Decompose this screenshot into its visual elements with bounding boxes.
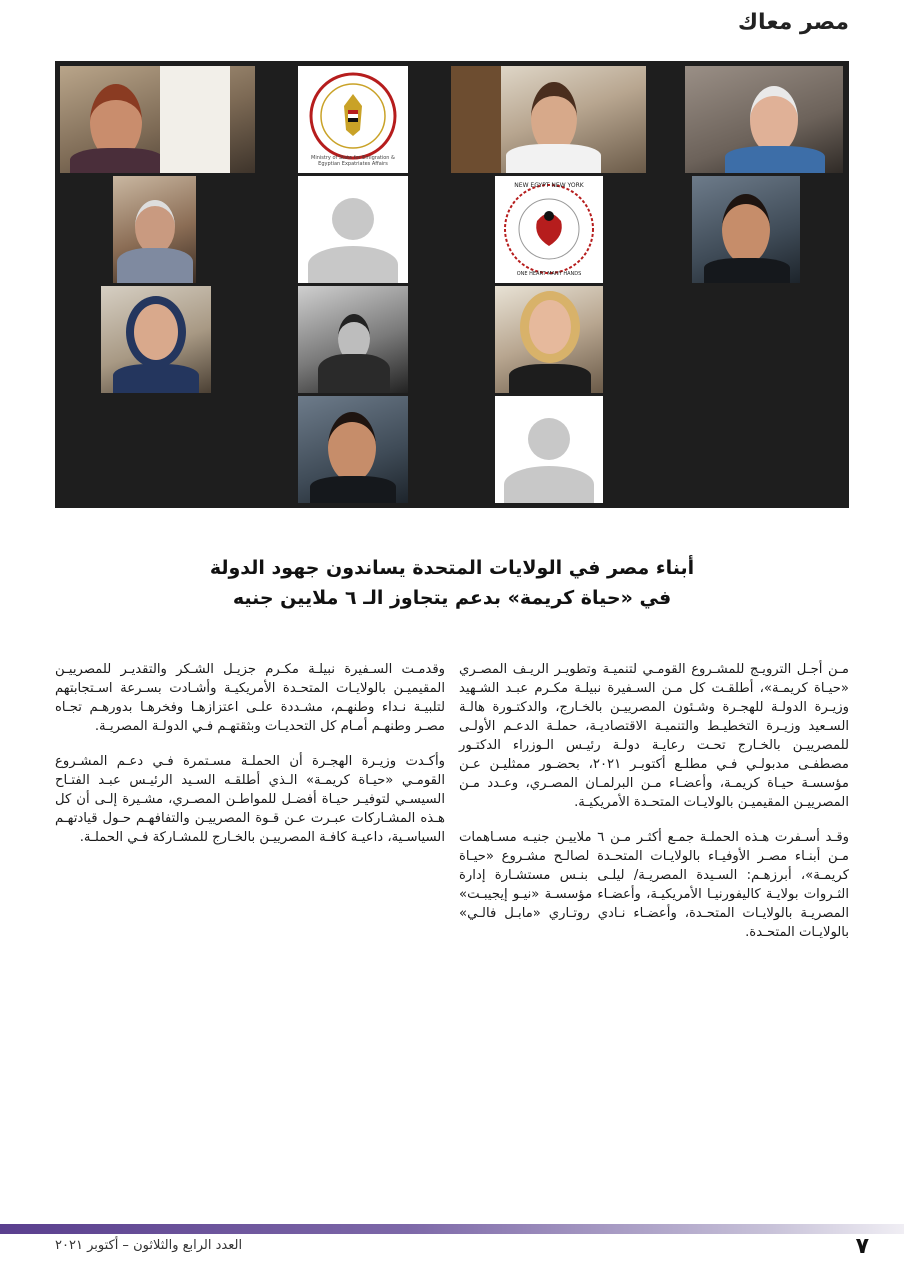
article-column-right (459, 660, 849, 958)
ministry-logo-tile (298, 66, 408, 173)
participant-placeholder (298, 176, 408, 283)
participant-tile (113, 176, 196, 283)
video-call-collage (55, 61, 849, 508)
participant-tile (101, 286, 211, 393)
participant-tile (495, 286, 603, 393)
paragraph: وأكـدت وزيـرة الهجـرة أن الحملـة مسـتمرة فـي دعـم المشـروع القومـي «حيـاة كريمـة» الـذي أطلقـه السـيد الرئيـس عبـد الفتـاح السيسـي لتوفيـر حيـاة أفضـل للمواطـن المصـري، مشـيرة إلـى أن كل هـذه المشـاركات عبـرت عـن قـوة المصرييـن والتفافهـم حـول قيادتهـم السياسـية، داعيـة كافـة المصرييـن بالخـارج للمشـاركة فـي الحملـة. (55, 754, 445, 845)
issue-label: العدد الرابع والثلاثون – أكتوبر ٢٠٢١ (55, 1238, 243, 1253)
participant-tile (692, 176, 800, 283)
participant-tile (298, 286, 408, 393)
section-title: مصر معاك (737, 10, 849, 35)
headline-line-1: أبناء مصر في الولايات المتحدة يساندون جهود الدولة (209, 557, 695, 579)
article-column-left (55, 660, 445, 863)
footer-divider (0, 1224, 904, 1234)
paragraph: وقـد أسـفرت هـذه الحملـة جمـع أكثـر مـن ٦ ملاييـن جنيـه مسـاهمات مـن أبنـاء مصـر الأوفيـاء بالولايـات المتحـدة لصالـح مشـروع «حيـاة كريمـة»، أبرزهـم: السـيدة المصريـة/ ليلـى بنـس مستشـارة إدارة الثـروات بولايـة كاليفورنيـا الأمريكيـة، وأعضـاء مؤسسـة «نيـو إيجيبـت» المصريـة بالولايـات المتحـدة، وأعضـاء نـادي روتـاري «مابـل فالـي» بالولايـات المتحـدة. (459, 830, 849, 940)
headline-line-2: في «حياة كريمة» بدعم يتجاوز الـ ٦ ملايين جنيه (232, 587, 672, 609)
new-egypt-logo-bottom: ONE HEART MANY HANDS (516, 271, 582, 277)
participant-tile (451, 66, 646, 173)
participant-placeholder (495, 396, 603, 503)
paragraph: مـن أجـل الترويـج للمشـروع القومـي لتنميـة وتطويـر الريـف المصـري «حيـاة كريمـة»، أطلقـت كل مـن السـفيرة نبيلـة مكـرم عبـد الشـهيد وزيـرة الدولـة للهجـرة وشـئون المصرييـن بالخـارج، والدكتـورة هالـة السـعيد وزيـرة التخطيـط والتنميـة الاقتصاديـة، حملـة الدعـم الأولـى للمصرييـن بالخـارج تحـت رعايـة دولـة رئيـس الـوزراء الدكتـور مصطفـى مدبولـي فـي مطلـع أكتوبـر ٢٠٢١، بحضـور ممثليـن عـن مؤسسـة حيـاة كريمـة، وأعضـاء مـن البرلمـان المصـري، وعـدد مـن المصرييـن المقيميـن بالولايـات المتحـدة الأمريكيـة. (459, 662, 850, 810)
new-egypt-logo-tile (495, 176, 603, 283)
new-egypt-logo-top: NEW EGYPT NEW YORK (514, 182, 584, 189)
article-headline (55, 553, 849, 613)
participant-tile (60, 66, 255, 173)
paragraph: وقدمـت السـفيرة نبيلـة مكـرم جزيـل الشـكر والتقديـر للمصرييـن المقيميـن بالولايـات المتحـدة الأمريكيـة وأشـادت بسـرعة اسـتجابتهم لتلبيـة نـداء وطنهـم، مشـددة علـى اعتزازهـا وفخرهـا بدورهـم تجـاه مصـر وطنهـم أمـام كل التحديـات وبثقتهـم فـي الدولـة المصريـة. (55, 662, 445, 734)
participant-tile (298, 396, 408, 503)
page-number: ٧ (855, 1234, 869, 1259)
new-egypt-logo (495, 176, 603, 283)
participant-tile (685, 66, 843, 173)
ministry-logo-caption: Ministry of State for Emigration & Egyptian Expatriates Affairs (311, 155, 395, 167)
